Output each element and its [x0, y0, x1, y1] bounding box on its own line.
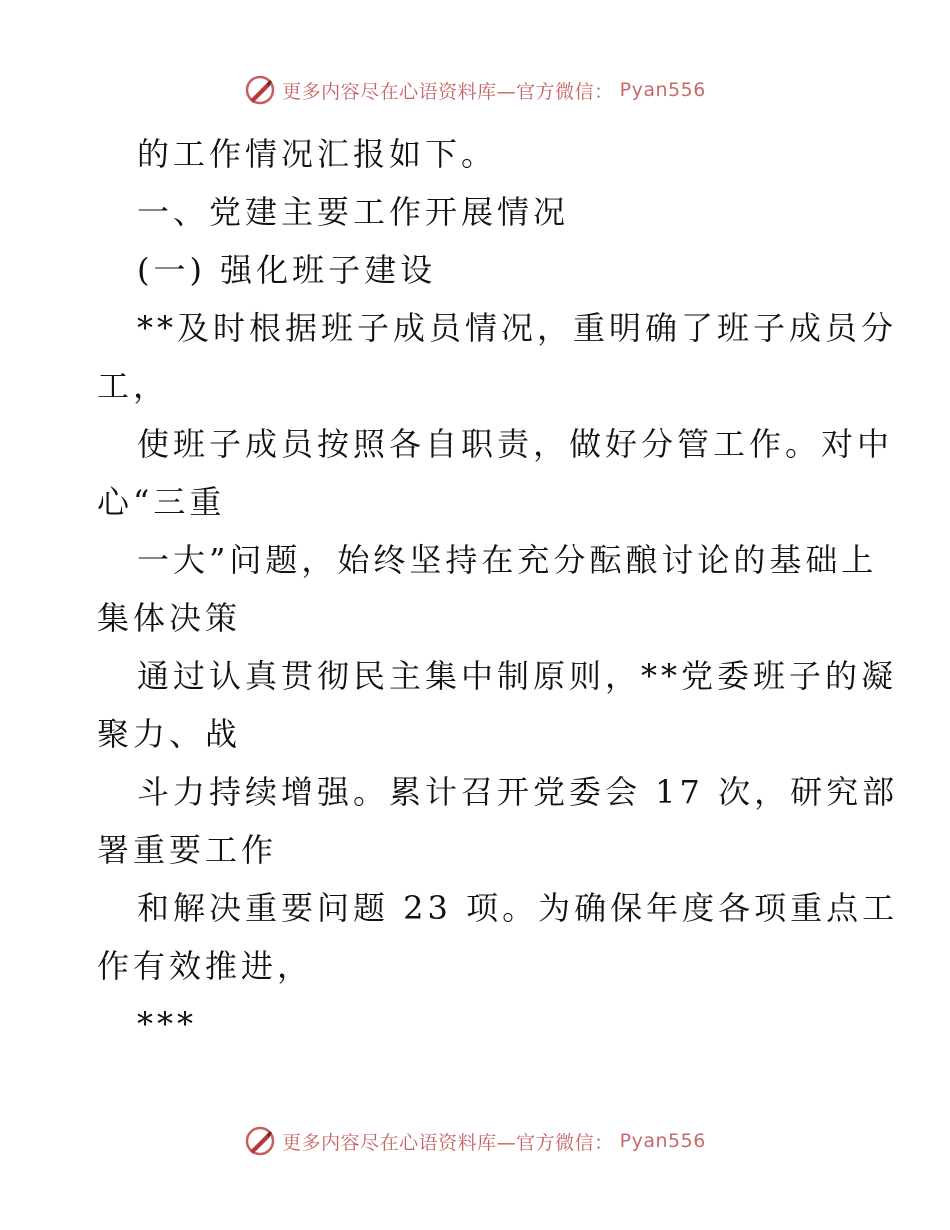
watermark-id: Pyan556	[619, 1130, 706, 1152]
body-line: 作有效推进，	[97, 947, 314, 985]
watermark-footer	[0, 1125, 950, 1157]
body-line: 斗力持续增强。累计召开党委会 17 次，研究部	[137, 773, 899, 811]
body-line: 署重要工作	[97, 831, 278, 869]
body-line: 的工作情况汇报如下。	[137, 135, 498, 173]
body-line: 心“三重	[97, 483, 226, 521]
pen-logo-icon	[244, 74, 276, 106]
body-line: 工，	[97, 367, 170, 405]
document-body	[97, 125, 899, 1053]
subsection-heading: (一) 强化班子建设	[137, 251, 437, 289]
body-line: 和解决重要问题 23 项。为确保年度各项重点工	[137, 889, 899, 927]
body-line: 一大”问题，始终坚持在充分酝酿讨论的基础上	[137, 541, 878, 579]
body-line: 聚力、战	[97, 715, 242, 753]
watermark-text: 更多内容尽在心语资料库—官方微信：	[282, 80, 614, 103]
watermark-header	[0, 74, 950, 106]
body-line: 集体决策	[97, 599, 242, 637]
pen-logo-icon	[244, 1125, 276, 1157]
body-line: 使班子成员按照各自职责，做好分管工作。对中	[137, 425, 894, 463]
watermark-text: 更多内容尽在心语资料库—官方微信：	[282, 1131, 614, 1154]
watermark-id: Pyan556	[619, 79, 706, 101]
section-heading: 一、党建主要工作开展情况	[137, 193, 570, 231]
body-line: **及时根据班子成员情况，重明确了班子成员分	[137, 309, 898, 347]
body-line: 通过认真贯彻民主集中制原则，**党委班子的凝	[137, 657, 898, 695]
body-line: ***	[137, 1005, 197, 1043]
